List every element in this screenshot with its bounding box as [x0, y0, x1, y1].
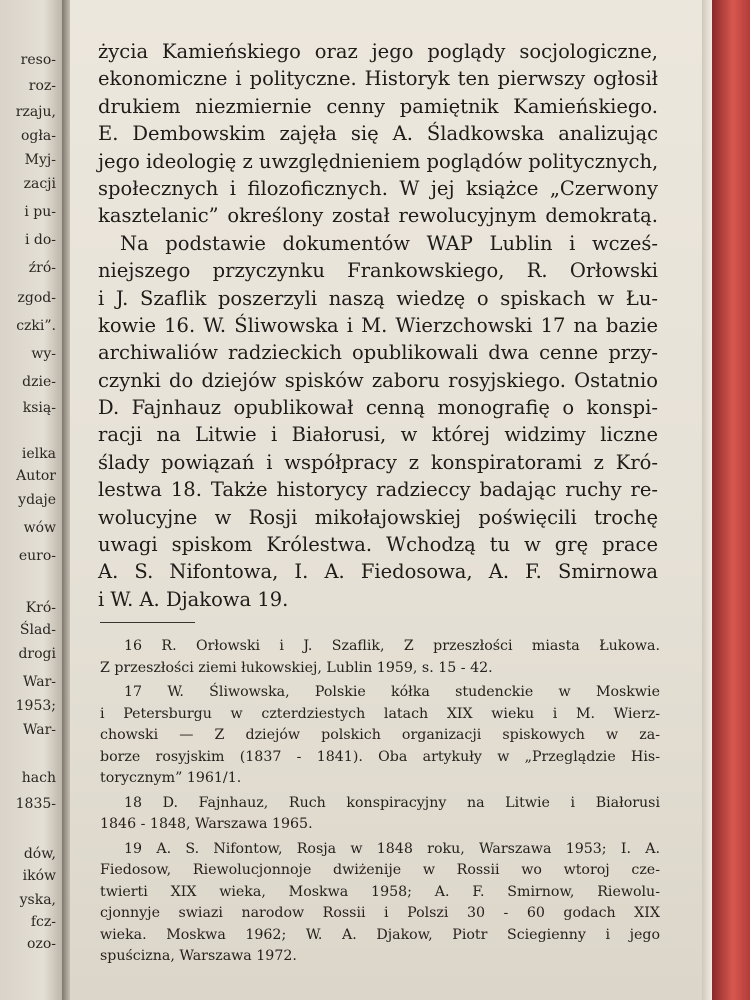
left-page-fragment: ksią- [22, 400, 56, 416]
footnote-line: 1846 - 1848, Warszawa 1965. [100, 816, 313, 832]
footnote-line: spuścizna, Warszawa 1972. [100, 948, 297, 964]
body-line: jego ideologię z uwzględnieniem poglądów politycznych, [98, 149, 659, 173]
footnote-line: wieka. Moskwa 1962; W. A. Djakow, Piotr Sciegienny i jego [100, 926, 660, 943]
body-line: racji na Litwie i Białorusi, w której widzimy liczne [98, 423, 658, 447]
footnote-line: chowski — Z dziejów polskich organizacji spiskowych w za- [100, 727, 660, 743]
left-page-fragment: wów [23, 520, 56, 536]
body-line: niejszego przyczynku Frankowskiego, R. Orłowski [98, 259, 658, 283]
left-page-fragment: yska, [19, 892, 56, 908]
body-line: czynki do dziejów spisków zaboru rosyjskiego. Ostatnio [98, 368, 658, 392]
body-line: społecznych i filozoficznych. W jej książce „Czerwony [98, 176, 658, 200]
book-page [70, 0, 702, 1000]
footnote [100, 636, 660, 679]
left-page-fragment: rzaju, [15, 104, 56, 120]
left-page-fragment: Ślad- [19, 622, 56, 638]
left-page-fragment: zgod- [17, 290, 56, 306]
body-line: i J. Szaflik poszerzyli naszą wiedzę o spiskach w Łu- [98, 286, 658, 310]
left-page-fragment: czki”. [16, 318, 56, 334]
body-line: i W. A. Djakowa 19. [98, 587, 289, 611]
body-line: ślady powiązań i współpracy z konspiratorami z Kró- [98, 450, 658, 474]
footnotes [100, 636, 660, 971]
left-page-fragment: i do- [24, 232, 56, 248]
book-spine [62, 0, 70, 1000]
left-page-fragment: ydaje [18, 492, 56, 508]
body-line: kasztelanic” określony został rewolucyjnym demokratą. [98, 204, 658, 228]
body-line: archiwaliów radzieckich opublikowali dwa cenne przy- [98, 341, 658, 365]
left-page-fragment: War- [23, 674, 56, 690]
footnote [100, 682, 660, 790]
left-page-fragment: ogła- [20, 128, 56, 144]
body-text [98, 38, 658, 613]
footnote-line: Z przeszłości ziemi łukowskiej, Lublin 1959, s. 15 - 42. [100, 659, 493, 676]
left-page-fragment: Autor [16, 468, 56, 484]
footnote [100, 793, 660, 836]
left-page-fragment: War- [23, 722, 56, 738]
body-line: życia Kamieńskiego oraz jego poglądy socjologiczne, [98, 40, 658, 63]
left-page-fragment: euro- [18, 548, 56, 564]
left-page-fragment: Kró- [25, 600, 56, 616]
footnote-line: 16 R. Orłowski i J. Szaflik, Z przeszłości miasta Łukowa. [124, 638, 660, 654]
body-line: D. Fajnhauz opublikował cenną monografię o konspi- [98, 396, 658, 420]
footnote-line: cjonnyje swiazi narodow Rossii i Polszi 30 - 60 godach XIX [100, 905, 660, 921]
body-line: lestwa 18. Także historycy radzieccy badając ruchy re- [98, 478, 658, 502]
footnote-line: 17 W. Śliwowska, Polskie kółka studenckie w Moskwie [124, 684, 660, 700]
footnote-line: i Petersburgu w czterdziestych latach XIX wieku i M. Wierz- [100, 705, 660, 722]
footnote-line: borze rosyjskim (1837 - 1841). Oba artykuły w „Przeglądzie His- [100, 748, 660, 765]
left-page-fragment: wy- [31, 346, 56, 362]
left-page-fragment: dzie- [22, 374, 56, 390]
footnote-line: 18 D. Fajnhauz, Ruch konspiracyjny na Litwie i Białorusi [124, 794, 660, 811]
body-line: A. S. Nifontowa, I. A. Fiedosowa, A. F. Smirnowa [98, 560, 658, 584]
left-page-fragment: ielka [21, 446, 56, 462]
left-page-fragment: i pu- [24, 204, 56, 220]
footnote-line: twierti XIX wieka, Moskwa 1958; A. F. Smirnow, Riewolu- [100, 883, 660, 900]
left-page-fragment: roz- [28, 78, 56, 94]
left-page-fragment: źró- [28, 260, 56, 276]
footnote-rule [100, 622, 195, 623]
left-page-fragment: 1953; [15, 698, 56, 714]
left-page-fragment: ozo- [27, 936, 56, 952]
body-line: E. Dembowskim zajęła się A. Śladkowska analizując [98, 122, 658, 146]
body-line: wolucyjne w Rosji mikołajowskiej poświęcili trochę [98, 505, 658, 529]
body-line: Na podstawie dokumentów WAP Lublin i wcześ- [120, 231, 658, 255]
left-page-fragment: 1835- [15, 796, 56, 812]
left-page-fragment: fcz- [30, 914, 56, 930]
left-page-fragment: Myj- [24, 152, 56, 168]
footnote-line: torycznym” 1961/1. [100, 770, 242, 786]
body-line: kowie 16. W. Śliwowska i M. Wierzchowski 17 na bazie [98, 313, 658, 337]
body-line: drukiem niezmiernie cenny pamiętnik Kamieńskiego. [98, 94, 658, 118]
book-cover-edge [712, 0, 750, 1000]
left-page-fragment: hach [21, 770, 56, 786]
footnote-line: 19 A. S. Nifontow, Rosja w 1848 roku, Warszawa 1953; I. A. [124, 840, 660, 857]
body-line: ekonomiczne i polityczne. Historyk ten pierwszy ogłosił [98, 67, 658, 91]
body-line: uwagi spiskom Królestwa. Wchodzą tu w grę prace [98, 533, 658, 557]
footnote-line: Fiedosow, Riewolucjonnoje dwiżenije w Rossii wo wtoroj cze- [100, 862, 660, 878]
left-page-fragment: dów, [23, 846, 56, 862]
left-page-fragment: zacji [23, 176, 56, 192]
footnote [100, 839, 660, 968]
left-page-fragment: drogi [18, 646, 56, 662]
page-stack-edge [702, 0, 712, 1000]
left-page-fragment: reso- [20, 52, 56, 68]
left-page-fragment: ików [22, 868, 56, 884]
left-page-edge [0, 0, 62, 1000]
